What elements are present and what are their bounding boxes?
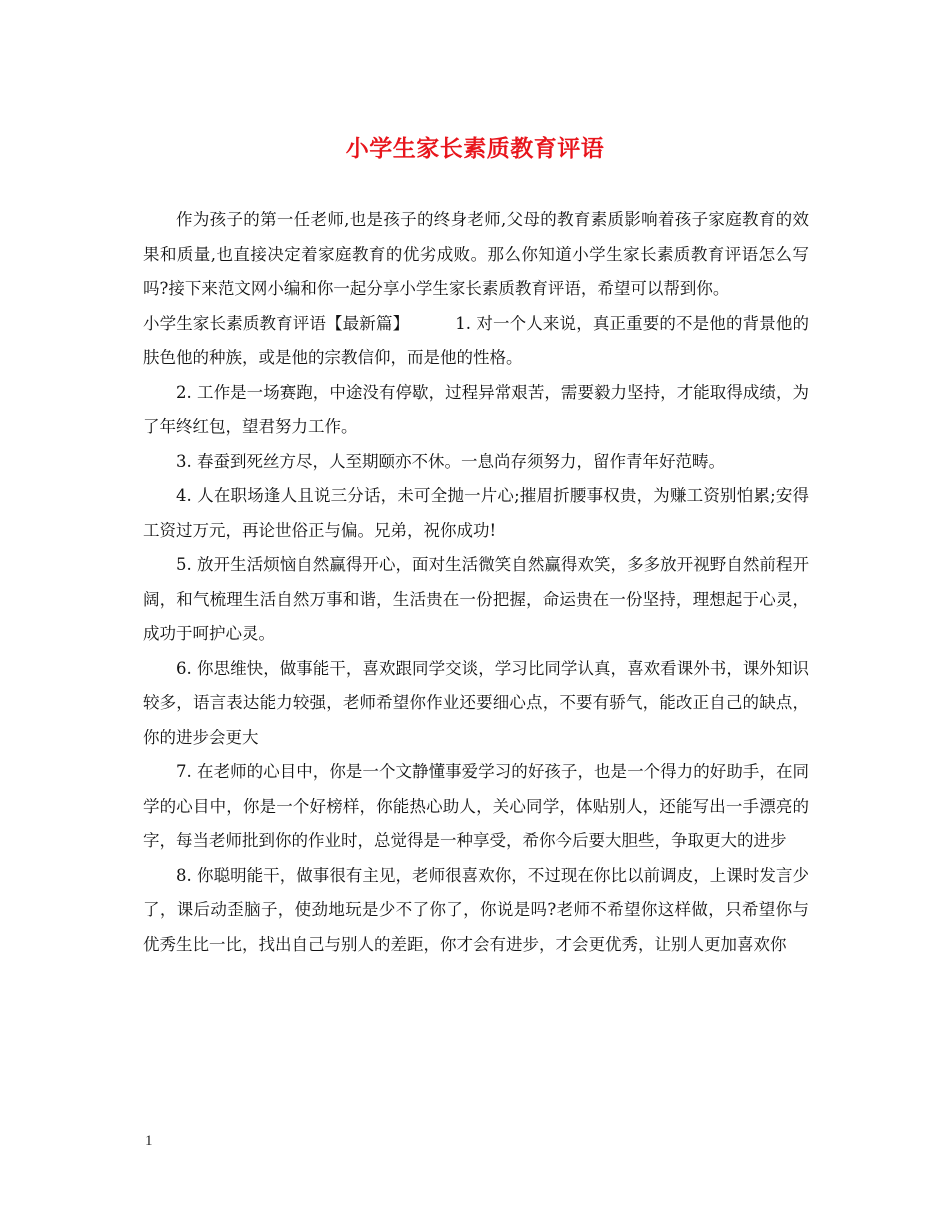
document-body — [143, 203, 809, 962]
list-item: 5. 放开生活烦恼自然赢得开心，面对生活微笑自然赢得欢笑，多多放开视野自然前程开阔，和气梳理生活自然万事和谐，生活贵在一份把握，命运贵在一份坚持，理想起于心灵，成功于呵护心灵。 — [143, 555, 809, 643]
list-item: 1. 对一个人来说，真正重要的不是他的背景他的肤色他的种族，或是他的宗教信仰，而是他的性格。 — [143, 313, 809, 367]
list-item: 2. 工作是一场赛跑，中途没有停歇，过程异常艰苦，需要毅力坚持，才能取得成绩，为了年终红包，望君努力工作。 — [143, 382, 809, 436]
list-item: 7. 在老师的心目中，你是一个文静懂事爱学习的好孩子，也是一个得力的好助手，在同学的心目中，你是一个好榜样，你能热心助人，关心同学，体贴别人，还能写出一手漂亮的字，每当老师批到你的作业时，总觉得是一种享受，希你今后要大胆些，争取更大的进步 — [143, 762, 809, 850]
section-paragraph — [143, 307, 809, 376]
list-item: 6. 你思维快，做事能干，喜欢跟同学交谈，学习比同学认真，喜欢看课外书，课外知识较多，语言表达能力较强，老师希望你作业还要细心点，不要有骄气，能改正自己的缺点，你的进步会更大 — [143, 658, 809, 747]
document-title: 小学生家长素质教育评语 — [345, 135, 605, 162]
list-item: 8. 你聪明能干，做事很有主见，老师很喜欢你，不过现在你比以前调皮，上课时发言少了，课后动歪脑子，使劲地玩是少不了你了，你说是吗?老师不希望你这样做，只希望你与优秀生比一比，找出自己与别人的差距，你才会有进步，才会更优秀，让别人更加喜欢你 — [143, 865, 809, 954]
intro-paragraph: 作为孩子的第一任老师,也是孩子的终身老师,父母的教育素质影响着孩子家庭教育的效果和质量,也直接决定着家庭教育的优劣成败。那么你知道小学生家长素质教育评语怎么写吗?接下来范文网小编和你一起分享小学生家长素质教育评语，希望可以帮到你。 — [143, 210, 809, 298]
list-item: 4. 人在职场逢人且说三分话，未可全抛一片心;摧眉折腰事权贵，为赚工资别怕累;安得工资过万元，再论世俗正与偏。兄弟，祝你成功! — [143, 486, 809, 540]
section-heading: 小学生家长素质教育评语【最新篇】 — [143, 313, 410, 333]
list-item: 3. 春蚕到死丝方尽，人至期颐亦不休。一息尚存须努力，留作青年好范畴。 — [176, 451, 725, 471]
page-number: 1 — [145, 1133, 153, 1149]
